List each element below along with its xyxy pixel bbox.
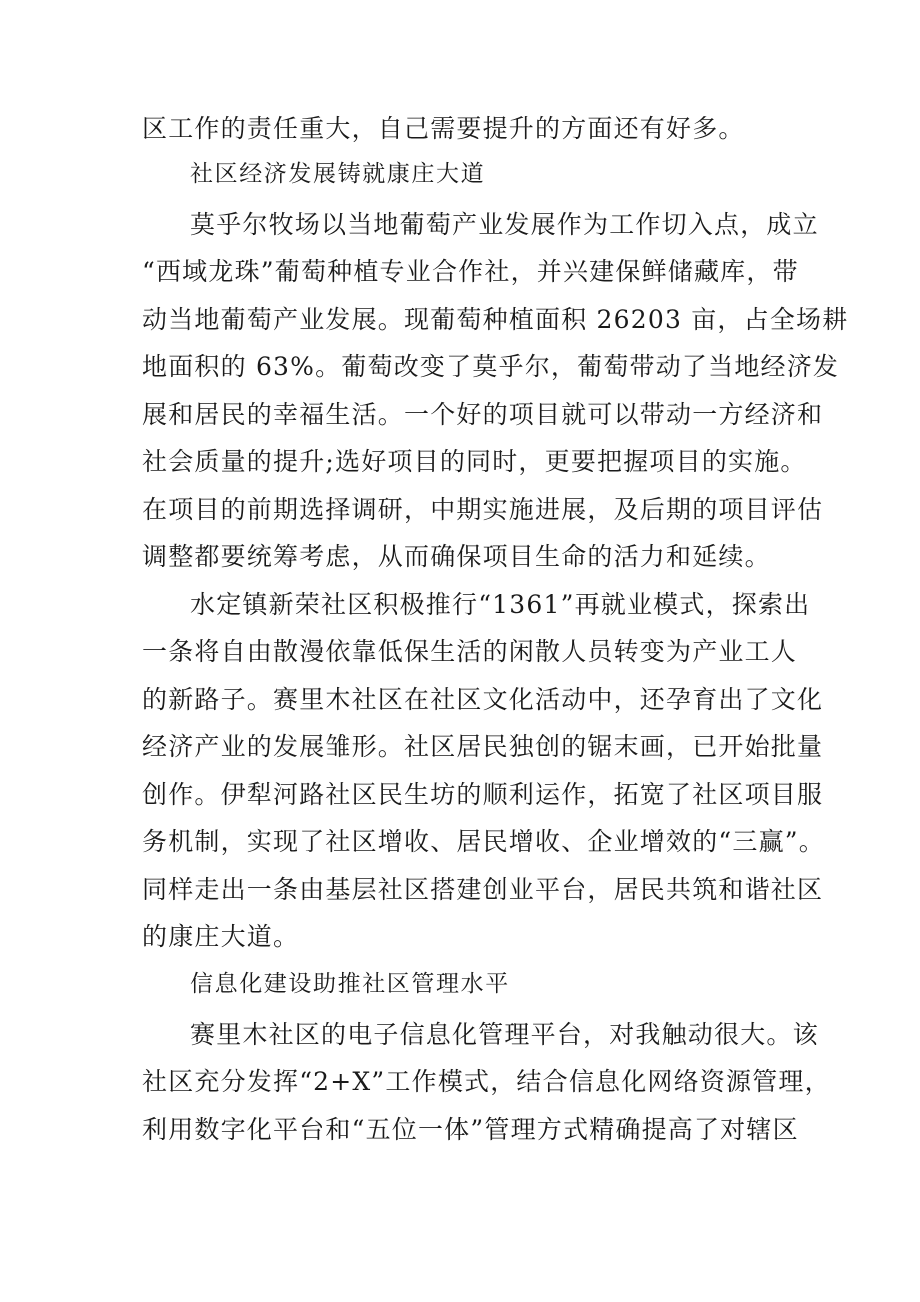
section-heading-informatization: 信息化建设助推社区管理水平 [190,971,510,997]
paragraph-line: 莫乎尔牧场以当地葡萄产业发展作为工作切入点，成立 [190,210,819,239]
paragraph-line: 展和居民的幸福生活。一个好的项目就可以带动一方经济和 [142,400,824,429]
paragraph-line: 区工作的责任重大，自己需要提升的方面还有好多。 [142,114,745,143]
paragraph-line: “西域龙珠”葡萄种植专业合作社，并兴建保鲜储藏库，带 [142,257,799,286]
paragraph-line: 的康庄大道。 [142,922,300,951]
paragraph-line: 经济产业的发展雏形。社区居民独创的锯末画，已开始批量 [142,732,824,761]
paragraph-line: 水定镇新荣社区积极推行“1361”再就业模式，探索出 [190,590,811,619]
paragraph-line: 创作。伊犁河路社区民生坊的顺利运作，拓宽了社区项目服 [142,780,824,809]
paragraph-line: 一条将自由散漫依靠低保生活的闲散人员转变为产业工人 [142,637,798,666]
paragraph-line: 同样走出一条由基层社区搭建创业平台，居民共筑和谐社区 [142,875,824,904]
paragraph-line: 地面积的 63%。葡萄改变了莫乎尔，葡萄带动了当地经济发 [142,352,840,381]
section-heading-economy: 社区经济发展铸就康庄大道 [190,161,486,187]
paragraph-line: 赛里木社区的电子信息化管理平台，对我触动很大。该 [190,1020,819,1049]
paragraph-line: 调整都要统筹考虑，从而确保项目生命的活力和延续。 [142,542,771,571]
paragraph-line: 在项目的前期选择调研，中期实施进展，及后期的项目评估 [142,495,824,524]
paragraph-line: 务机制，实现了社区增收、居民增收、企业增效的“三赢”。 [142,827,825,856]
paragraph-line: 社会质量的提升;选好项目的同时，更要把握项目的实施。 [142,447,807,476]
paragraph-line: 利用数字化平台和“五位一体”管理方式精确提高了对辖区 [142,1115,799,1144]
paragraph-line: 动当地葡萄产业发展。现葡萄种植面积 26203 亩，占全场耕 [142,305,849,334]
paragraph-line: 社区充分发挥“2+X”工作模式，结合信息化网络资源管理， [142,1067,831,1096]
paragraph-line: 的新路子。赛里木社区在社区文化活动中，还孕育出了文化 [142,685,824,714]
